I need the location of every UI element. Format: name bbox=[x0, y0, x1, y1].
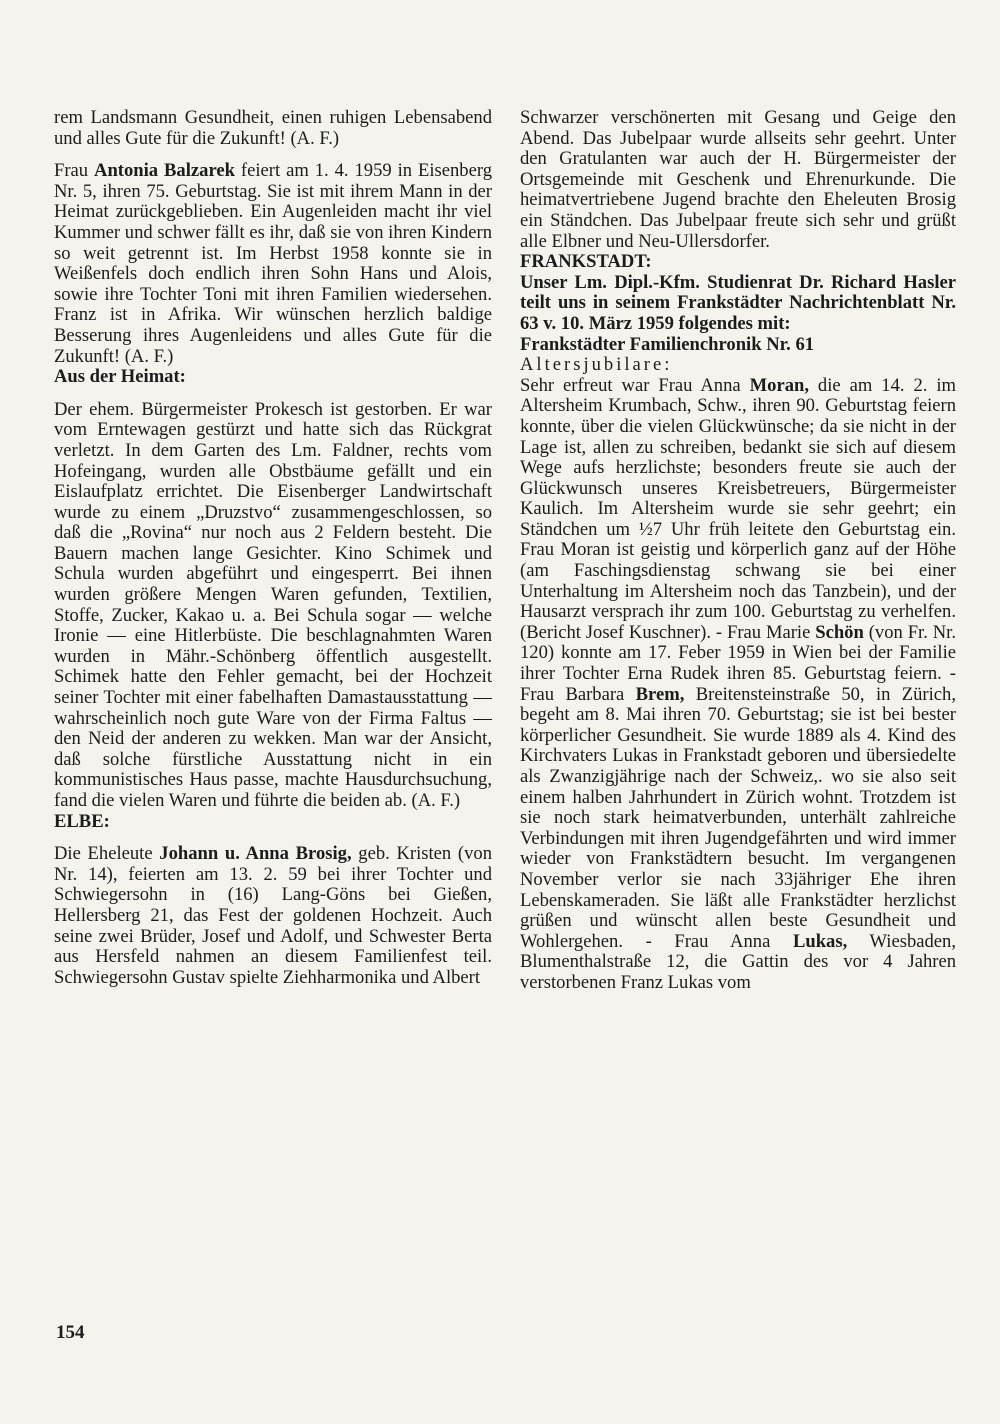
person-name: Brem, bbox=[635, 683, 685, 705]
paragraph-brosig bbox=[54, 844, 492, 988]
frankstadt-intro: Unser Lm. Dipl.-Kfm. Studienrat Dr. Richard Hasler teilt uns in seinem Frankstädter Nachrichtenblatt Nr. 63 v. 10. März 1959 folgendes mit: bbox=[520, 271, 956, 334]
paragraph-heimat-news: Der ehem. Bürgermeister Prokesch ist gestorben. Er war vom Erntewagen gestürzt und hatte sich das Rückgrat verletzt. In dem Garten des Lm. Faldner, rechts vom Hofeingang, wurden alle Obstbäume gefällt und ein Eislaufplatz errichtet. Die Eisenberger Landwirtschaft wurde zu einem „Druzstvo“ zusammengeschlossen, so daß die „Rovina“ nur noch aus 2 Feldern besteht. Die Bauern machen lange Gesichter. Kino Schimek und Schula wurden abgeführt und eingesperrt. Bei ihnen wurden größere Mengen Waren gefunden, Textilien, Stoffe, Zucker, Kakao u. a. Bei Schula sogar — welche Ironie — eine Hitlerbüste. Die beschlagnahmten Waren wurden in Mähr.-Schönberg öffentlich ausgestellt. Schimek hatte den Fehler gemacht, bei der Hochzeit seiner Tochter mit einer fabelhaften Damastausstattung — wahrscheinlich noch gute Ware von der Firma Faltus — den Neid der anderen zu wekken. Man war der Ansicht, daß solche fürstliche Ausstattung nicht in ein kommunistisches Haus passe, machte Hausdurchsuchung, fand die vielen Waren und führte die beiden ab. (A. F.) bbox=[54, 398, 492, 811]
section-heading-frankstadt: FRANKSTADT: bbox=[520, 251, 652, 273]
left-column bbox=[54, 108, 492, 988]
chronicle-heading: Frankstädter Familienchronik Nr. 61 bbox=[520, 333, 815, 355]
paragraph-balzarek bbox=[54, 161, 492, 367]
person-name: Lukas, bbox=[792, 930, 848, 952]
right-column bbox=[520, 108, 956, 994]
text: (von Fr. Nr. 120) konnte am 17. Feber 1959 in Wien bei der Familie ihrer Tochter Erna Rudek ihren 85. Geburtstag feiern. - Frau Barbara bbox=[520, 621, 956, 705]
paragraph-closing-greeting: rem Landsmann Gesundheit, einen ruhigen Lebensabend und alles Gute für die Zukunft! (A. F.) bbox=[54, 107, 492, 149]
text: Breitensteinstraße 50, in Zürich, begeht am 8. Mai ihren 70. Geburtstag; sie ist bei bester körperlicher Gesundheit. Sie wurde 1889 als 4. Kind des Kirchvaters Lukas in Frankstadt geboren und übersiedelte als Zwanzigjährige nach der Schweiz,. wo sie also seit einem halben Jahrhundert in Zürich wohnt. Trotzdem ist sie noch stark heimatverbunden, unterhält zahlreiche Verbindungen mit ihren Jugendgefährten und wird immer wieder von Frankstädtern besucht. Im vergangenen November verlor sie nach 33jähriger Ehe ihren Lebenskameraden. Sie läßt alle Frankstädter herzlichst grüßen und wünscht allen beste Gesundheit und Wohlergehen. - Frau Anna bbox=[520, 683, 956, 952]
person-name: Schön bbox=[815, 621, 864, 643]
paragraph-brosig-continued: Schwarzer verschönerten mit Gesang und Geige den Abend. Das Jubelpaar wurde allseits sehr geehrt. Unter den Gratulanten war auch der H. Bürgermeister der Ortsgemeinde mit Geschenk und Ehrenurkunde. Die heimatvertriebene Jugend brachte den Eheleuten Brosig ein Ständchen. Das Jubelpaar freute sich sehr und grüßt alle Elbner und Neu-Ullersdorfer. bbox=[520, 107, 956, 252]
paragraph-birthdays bbox=[520, 376, 956, 994]
person-name: Johann u. Anna Brosig, bbox=[159, 843, 352, 865]
section-heading-elbe: ELBE: bbox=[54, 810, 110, 832]
section-heading-aus-der-heimat: Aus der Heimat: bbox=[54, 366, 186, 388]
text: Die Eheleute bbox=[54, 843, 160, 865]
text: die am 14. 2. im Altersheim Krumbach, Schw., ihren 90. Geburtstag feiern konnte, über die vielen Glückwünsche; da sie nicht in der Lage ist, allen zu schreiben, bedankt sie sich auf diesem Wege aufs herzlichste; besonders freute sie auch der Glückwunsch unseres Kreisbetreuers, Bürgermeister Kaulich. Im Altersheim wurde sie sehr geehrt; ein Ständchen um ½7 Uhr früh leitete den Geburtstag ein. Frau Moran ist geistig und körperlich ganz auf der Höhe (am Faschingsdienstag schwang sie bei einer Unterhaltung im Altersheim noch das Tanzbein), und der Hausarzt versprach ihr zum 100. Geburtstag zu verhelfen. (Bericht Josef Kuschner). - Frau Marie bbox=[520, 374, 956, 643]
text: feiert am 1. 4. 1959 in Eisenberg Nr. 5, ihren 75. Geburtstag. Sie ist mit ihrem Mann in der Heimat zurückgeblieben. Ein Augenleiden macht ihr viel Kummer und schwer fällt es ihr, daß sie von ihren Kindern so weit getrennt ist. Im Herbst 1958 konnte sie in Weißenfels doch endlich ihren Sohn Hans und Alois, sowie ihre Tochter Toni mit ihren Familien wiedersehen. Franz ist in Afrika. Wir wünschen herzlich baldige Besserung ihres Augenleidens und alles Gute für die Zukunft! (A. F.) bbox=[54, 160, 493, 367]
person-name: Moran, bbox=[749, 374, 809, 396]
text: Sehr erfreut war Frau Anna bbox=[520, 374, 750, 396]
text: Frau bbox=[54, 160, 95, 182]
subheading-altersjubilare: Altersjubilare: bbox=[520, 354, 673, 376]
text: Wiesbaden, Blumenthalstraße 12, die Gattin des vor 4 Jahren verstorbenen Franz Lukas vom bbox=[520, 930, 956, 993]
text: geb. Kristen (von Nr. 14), feierten am 13. 2. 59 bei ihrer Tochter und Schwiegersohn in (16) Lang-Göns bei Gießen, Hellersberg 21, das Fest der goldenen Hochzeit. Auch seine zwei Brüder, Josef und Adolf, und Schwester Berta aus Hersfeld nahmen an diesem Familienfest teil. Schwiegersohn Gustav spielte Ziehharmonika und Albert bbox=[54, 843, 492, 988]
person-name: Antonia Balzarek bbox=[94, 160, 235, 182]
page-number: 154 bbox=[56, 1322, 85, 1343]
